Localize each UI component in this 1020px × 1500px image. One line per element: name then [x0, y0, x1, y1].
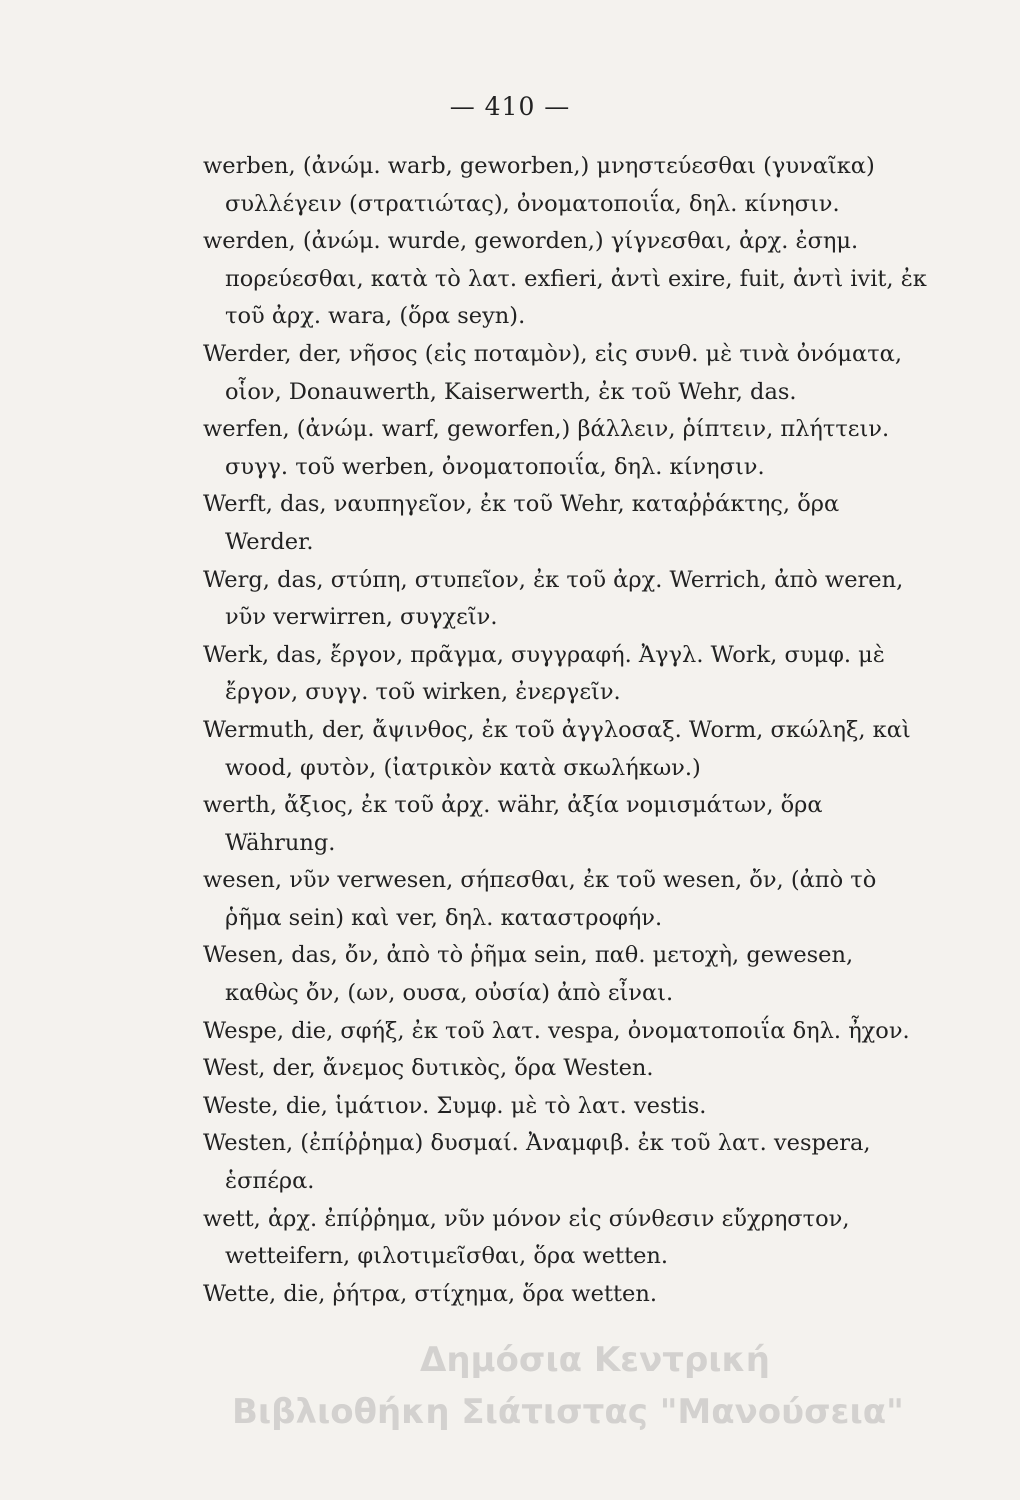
entry-werg: Werg, das, στύπη, στυπεῖον, ἐκ τοῦ ἀρχ. Werrich, ἀπὸ weren, νῦν verwirren, συγχεῖν.	[203, 566, 904, 631]
entry-westen: Westen, (ἐπίῤῥημα) δυσμαί. Ἀναμφιβ. ἐκ τοῦ λατ. vespera, ἑσπέρα.	[203, 1130, 871, 1195]
page-number: — 410 —	[449, 92, 571, 121]
entry-werft: Werft, das, ναυπηγεῖον, ἐκ τοῦ Wehr, καταῤῥάκτης, ὅρα Werder.	[203, 491, 840, 555]
entry-werk: Werk, das, ἔργον, πρᾶγμα, συγγραφή. Ἀγγλ. Work, συμφ. μὲ ἔργον, συγγ. τοῦ wirken, ἐνεργεῖν.	[203, 641, 885, 706]
entry-werden: werden, (ἀνώμ. wurde, geworden,) γίγνεσθαι, ἀρχ. ἐσημ. πορεύεσθαι, κατὰ τὸ λατ. exfieri, ἀντὶ exire, fuit, ἀντὶ ivit, ἐκ τοῦ ἀρχ. wara, (ὅρα seyn).	[203, 228, 927, 330]
entry-wette: Wette, die, ῥήτρα, στίχημα, ὅρα wetten.	[203, 1280, 658, 1307]
entry-werfen: werfen, (ἀνώμ. warf, geworfen,) βάλλειν, ῥίπτειν, πλήττειν. συγγ. τοῦ werben, ὀνοματοποιΐα, δηλ. κίνησιν.	[203, 416, 890, 480]
entry-wett: wett, ἀρχ. ἐπίῤῥημα, νῦν μόνον εἰς σύνθεσιν εὔχρηστον, wetteifern, φιλοτιμεῖσθαι, ὅρα wetten.	[203, 1205, 850, 1270]
entry-wermuth: Wermuth, der, ἄψινθος, ἐκ τοῦ ἀγγλοσαξ. Worm, σκώληξ, καὶ wood, φυτὸν, (ἰατρικὸν κατὰ σκωλήκων.)	[203, 716, 911, 781]
library-watermark-line1: Δημόσια Κεντρική	[420, 1340, 770, 1380]
entry-werder: Werder, der, νῆσος (εἰς ποταμὸν), εἰς συνθ. μὲ τινὰ ὀνόματα, οἷον, Donauwerth, Kaiserwerth, ἐκ τοῦ Wehr, das.	[203, 340, 903, 405]
library-watermark-line2: Βιβλιοθήκη Σιάτιστας "Μανούσεια"	[232, 1392, 904, 1432]
entry-wesen-verb: wesen, νῦν verwesen, σήπεσθαι, ἐκ τοῦ wesen, ὄν, (ἀπὸ τὸ ῥῆμα sein) καὶ ver, δηλ. καταστροφήν.	[203, 867, 877, 931]
entry-west: West, der, ἄνεμος δυτικὸς, ὅρα Westen.	[203, 1055, 654, 1082]
entry-werth: werth, ἄξιος, ἐκ τοῦ ἀρχ. währ, ἀξία νομισμάτων, ὅρα Währung.	[203, 792, 823, 856]
entry-wesen-noun: Wesen, das, ὄν, ἀπὸ τὸ ῥῆμα sein, παθ. μετοχὴ, gewesen, καθὼς ὄν, (ων, ουσα, οὐσία) ἀπὸ εἶναι.	[203, 942, 854, 1007]
dictionary-entries	[203, 148, 933, 1313]
entry-wespe: Wespe, die, σφήξ, ἐκ τοῦ λατ. vespa, ὀνοματοποιΐα δηλ. ἦχον.	[203, 1017, 910, 1044]
entry-weste: Weste, die, ἱμάτιον. Συμφ. μὲ τὸ λατ. vestis.	[203, 1092, 707, 1119]
entry-werben: werben, (ἀνώμ. warb, geworben,) μνηστεύεσθαι (γυναῖκα) συλλέγειν (στρατιώτας), ὀνοματοποιΐα, δηλ. κίνησιν.	[203, 153, 875, 217]
